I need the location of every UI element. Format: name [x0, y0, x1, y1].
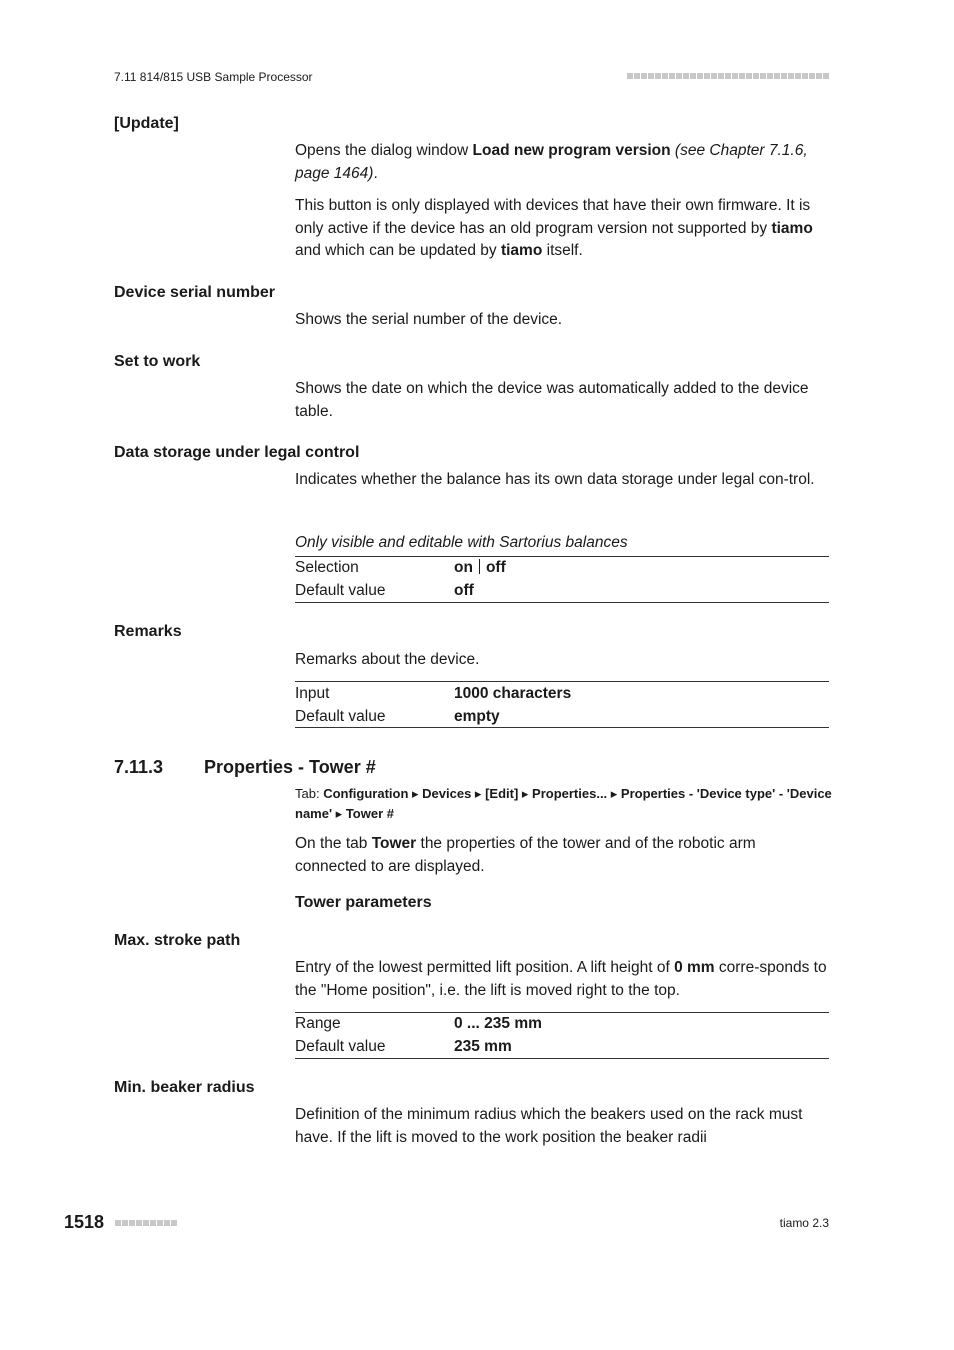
table-rule-bottom — [295, 602, 829, 603]
table-row — [295, 556, 829, 579]
table-row — [295, 1012, 829, 1035]
remarks-term: Remarks — [114, 623, 182, 640]
max-stroke-term: Max. stroke path — [114, 932, 241, 949]
row-value: 235 mm — [454, 1038, 512, 1055]
row-value: 1000 characters — [454, 685, 572, 702]
row-value: 0 ... 235 mm — [454, 1015, 542, 1032]
min-beaker-desc: Definition of the minimum radius which the beakers used on the rack must have. If the lift is moved to the work position the beaker radii — [295, 1106, 803, 1146]
serial-desc: Shows the serial number of the device. — [295, 311, 563, 328]
min-beaker-term: Min. beaker radius — [114, 1079, 255, 1096]
tab-path: Tab: Configuration ▸ Devices ▸ [Edit] ▸ Properties... ▸ Properties - 'Device type' - 'Device name' ▸ Tower # — [295, 786, 832, 821]
table-row — [295, 682, 829, 705]
data-storage-desc: Indicates whether the balance has its own data storage under legal con-trol. — [295, 471, 815, 488]
section-number: 7.11.3 — [114, 757, 164, 777]
table-row — [295, 705, 829, 728]
serial-term: Device serial number — [114, 284, 275, 301]
row-label: Selection — [295, 559, 359, 576]
data-storage-table — [295, 556, 829, 602]
row-label: Default value — [295, 708, 386, 725]
footer-product: tiamo 2.3 — [779, 1216, 829, 1230]
running-header: 7.11 814/815 USB Sample Processor — [114, 70, 313, 84]
table-rule-bottom — [295, 1058, 829, 1059]
remarks-desc: Remarks about the device. — [295, 651, 480, 668]
row-label: Input — [295, 685, 330, 702]
page-number: 1518 — [64, 1212, 105, 1232]
data-storage-note: Only visible and editable with Sartorius balances — [295, 534, 628, 551]
table-row — [295, 579, 829, 602]
footer-decoration — [114, 1220, 177, 1226]
row-value: on off — [454, 559, 506, 576]
header-decoration — [626, 73, 829, 79]
table-rule-bottom — [295, 727, 829, 728]
row-label: Default value — [295, 1038, 386, 1055]
data-storage-term: Data storage under legal control — [114, 444, 360, 461]
max-stroke-table — [295, 1012, 829, 1058]
update-desc-2: This button is only displayed with devices that have their own firmware. It is only active if the device has an old program version not supported by tiamo and which can be updated by tiamo itself. — [295, 197, 813, 259]
row-value: empty — [454, 708, 500, 725]
row-value: off — [454, 582, 474, 599]
remarks-table — [295, 682, 829, 728]
row-label: Default value — [295, 582, 386, 599]
update-desc-1: Opens the dialog window Load new program version (see Chapter 7.1.6, page 1464). — [295, 142, 808, 182]
update-term: [Update] — [114, 115, 179, 132]
section-title: Properties - Tower # — [204, 757, 376, 777]
max-stroke-desc: Entry of the lowest permitted lift position. A lift height of 0 mm corre-sponds to the "Home position", i.e. the lift is moved right to the top. — [295, 959, 827, 999]
row-label: Range — [295, 1015, 341, 1032]
subheading-tower-parameters: Tower parameters — [295, 894, 432, 911]
set-to-work-term: Set to work — [114, 353, 201, 370]
set-to-work-desc: Shows the date on which the device was automatically added to the device table. — [295, 380, 809, 420]
table-row — [295, 1035, 829, 1058]
section-intro: On the tab Tower the properties of the tower and of the robotic arm connected to are displayed. — [295, 835, 756, 875]
